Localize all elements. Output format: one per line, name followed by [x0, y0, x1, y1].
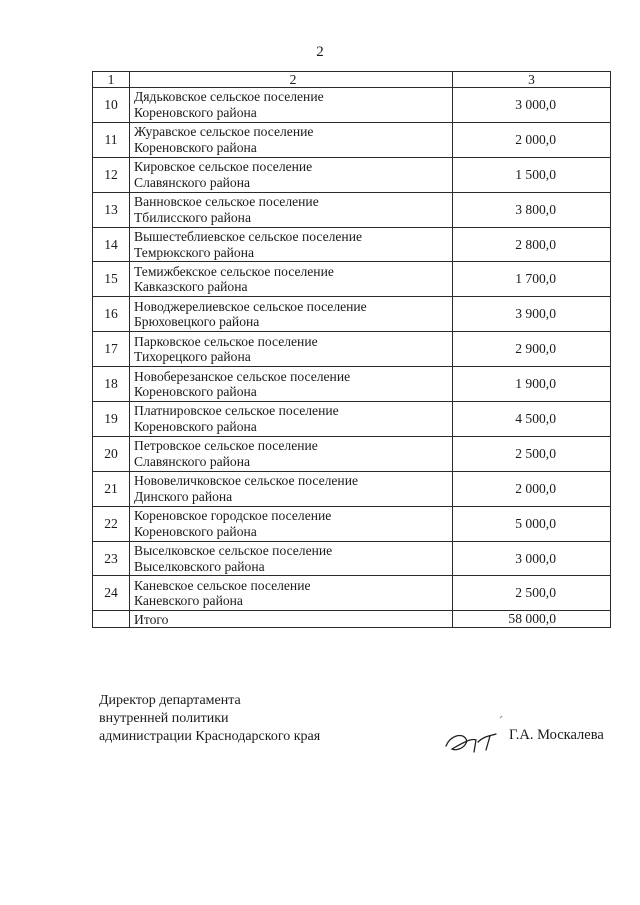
settlement-line-1: Нововеличковское сельское поселение — [134, 473, 358, 489]
handwritten-signature — [440, 712, 508, 762]
settlement-name — [130, 297, 453, 332]
settlement-line-1: Дядьковское сельское поселение — [134, 89, 324, 105]
row-number: 16 — [93, 297, 130, 332]
amount: 2 000,0 — [453, 471, 611, 506]
row-number: 21 — [93, 471, 130, 506]
settlement-line-1: Парковское сельское поселение — [134, 333, 318, 349]
settlement-line-2: Славянского района — [134, 453, 251, 469]
settlement-line-1: Журавское сельское поселение — [134, 124, 314, 140]
amount: 2 000,0 — [453, 122, 611, 157]
settlement-line-1: Вышестеблиевское сельское поселение — [134, 229, 363, 244]
settlement-name — [130, 88, 453, 123]
amount: 2 900,0 — [453, 332, 611, 367]
settlement-line-2: Динского района — [134, 488, 233, 504]
row-number: 20 — [93, 436, 130, 471]
settlement-name — [130, 471, 453, 506]
amount: 1 700,0 — [453, 262, 611, 297]
settlement-name — [130, 436, 453, 471]
table-row — [93, 332, 611, 367]
settlement-line-1: Выселковское сельское поселение — [134, 543, 333, 559]
amount: 4 500,0 — [453, 402, 611, 437]
settlement-line-1: Платнировское сельское поселение — [134, 403, 339, 419]
row-number: 19 — [93, 402, 130, 437]
settlement-name — [130, 227, 453, 262]
table-row — [93, 262, 611, 297]
settlement-line-1: Каневское сельское поселение — [134, 577, 311, 593]
table-row — [93, 227, 611, 262]
settlement-line-2: Кореновского района — [134, 139, 257, 155]
row-number: 24 — [93, 576, 130, 611]
settlement-line-2: Тихорецкого района — [134, 349, 251, 365]
settlement-name — [130, 541, 453, 576]
settlement-name — [130, 332, 453, 367]
settlement-line-2: Каневского района — [134, 593, 243, 609]
table-row — [93, 541, 611, 576]
row-number: 13 — [93, 192, 130, 227]
amount: 3 000,0 — [453, 88, 611, 123]
row-number: 12 — [93, 157, 130, 192]
allocation-table — [92, 71, 611, 628]
settlement-line-2: Кореновского района — [134, 523, 257, 539]
amount: 2 500,0 — [453, 436, 611, 471]
row-number: 11 — [93, 122, 130, 157]
signer-title-line-2: внутренней политики — [99, 711, 229, 726]
total-label: Итого — [130, 611, 453, 628]
settlement-line-2: Кавказского района — [134, 279, 248, 295]
amount: 3 000,0 — [453, 541, 611, 576]
row-number: 15 — [93, 262, 130, 297]
settlement-line-1: Темижбекское сельское поселение — [134, 263, 334, 279]
settlement-name — [130, 576, 453, 611]
row-number: 10 — [93, 88, 130, 123]
settlement-name — [130, 506, 453, 541]
table-row — [93, 471, 611, 506]
amount: 5 000,0 — [453, 506, 611, 541]
settlement-line-1: Новоджерелиевское сельское поселение — [134, 298, 367, 314]
settlement-line-2: Кореновского района — [134, 384, 257, 400]
settlement-name — [130, 122, 453, 157]
amount: 3 800,0 — [453, 192, 611, 227]
settlement-name — [130, 157, 453, 192]
amount: 2 500,0 — [453, 576, 611, 611]
table-row — [93, 436, 611, 471]
table-row — [93, 367, 611, 402]
settlement-line-2: Брюховецкого района — [134, 314, 260, 330]
row-number: 14 — [93, 227, 130, 262]
header-col-3: 3 — [453, 72, 611, 88]
total-empty-cell — [93, 611, 130, 628]
signature-block — [99, 692, 320, 746]
row-number: 17 — [93, 332, 130, 367]
settlement-line-1: Ванновское сельское поселение — [134, 194, 319, 210]
settlement-line-2: Кореновского района — [134, 104, 257, 120]
settlement-line-2: Тбилисского района — [134, 209, 251, 225]
settlement-name — [130, 192, 453, 227]
table-row — [93, 402, 611, 437]
settlement-line-1: Кировское сельское поселение — [134, 159, 313, 175]
table-row — [93, 88, 611, 123]
settlement-name — [130, 367, 453, 402]
settlement-name — [130, 402, 453, 437]
table-header-row — [93, 72, 611, 88]
header-col-1: 1 — [93, 72, 130, 88]
settlement-line-2: Выселковского района — [134, 558, 265, 574]
settlement-line-1: Кореновское городское поселение — [134, 508, 332, 524]
signer-title-line-3: администрации Краснодарского края — [99, 729, 321, 744]
amount: 1 500,0 — [453, 157, 611, 192]
row-number: 18 — [93, 367, 130, 402]
total-amount: 58 000,0 — [453, 611, 611, 628]
table-row — [93, 297, 611, 332]
settlement-line-1: Петровское сельское поселение — [134, 438, 318, 454]
row-number: 22 — [93, 506, 130, 541]
table-row — [93, 576, 611, 611]
header-col-2: 2 — [130, 72, 453, 88]
table-row — [93, 192, 611, 227]
amount: 3 900,0 — [453, 297, 611, 332]
settlement-line-1: Новоберезанское сельское поселение — [134, 368, 351, 384]
settlement-name — [130, 262, 453, 297]
amount: 1 900,0 — [453, 367, 611, 402]
settlement-line-2: Кореновского района — [134, 418, 257, 434]
table-row — [93, 157, 611, 192]
row-number: 23 — [93, 541, 130, 576]
amount: 2 800,0 — [453, 227, 611, 262]
table-row — [93, 506, 611, 541]
settlement-line-2: Славянского района — [134, 174, 251, 190]
signer-name: Г.А. Москалева — [509, 727, 604, 743]
signer-title-line-1: Директор департамента — [99, 693, 241, 708]
settlement-line-2: Темрюкского района — [134, 244, 255, 260]
total-row — [93, 611, 611, 628]
page-number: 2 — [316, 44, 324, 60]
table-row — [93, 122, 611, 157]
